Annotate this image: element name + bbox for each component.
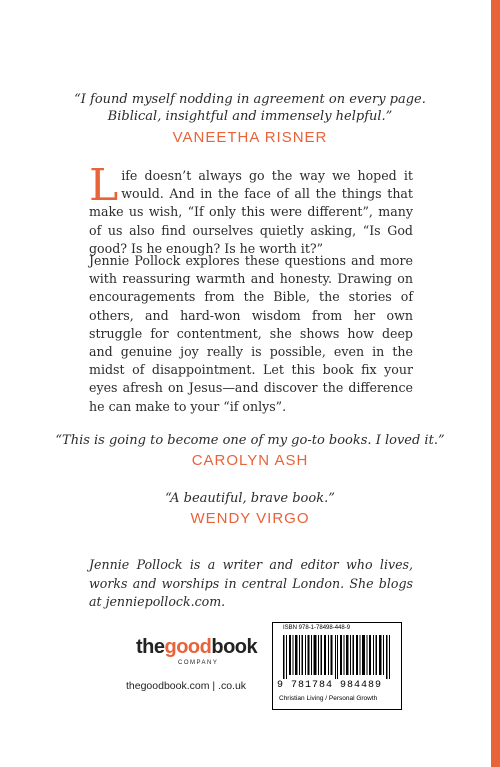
logo-part-good: good — [164, 636, 212, 658]
logo-part-book: book — [211, 636, 258, 658]
endorsement-quote-2 — [0, 432, 500, 449]
book-category: Christian Living / Personal Growth — [279, 695, 378, 702]
endorsement-quote-3 — [0, 490, 500, 507]
publisher-logo-subtitle: COMPANY — [178, 660, 219, 666]
publisher-website: thegoodbook.com | .co.uk — [126, 680, 247, 692]
endorsement-author-2: CAROLYN ASH — [191, 452, 309, 469]
endorsement-quote-1 — [0, 91, 500, 125]
endorsement-author-1: VANEETHA RISNER — [172, 129, 328, 146]
quote-3-line-1: “A beautiful, brave book.” — [165, 491, 335, 506]
drop-cap: L — [89, 160, 119, 211]
publisher-logo — [136, 636, 257, 659]
quote-2-line-1: “This is going to become one of my go-to books. I loved it.” — [55, 433, 445, 448]
blurb-paragraph-1-text: ife doesn’t always go the way we hoped it would. And in the face of all the things that make us wish, “If only this were different”, many of us also find ourselves quietly asking, “Is God good? Is he enough? Is he worth it?” — [89, 168, 413, 256]
blurb-paragraph-1 — [89, 160, 413, 258]
barcode-bars — [283, 635, 391, 679]
endorsement-author-3: WENDY VIRGO — [190, 510, 310, 527]
quote-1-line-1: “I found myself nodding in agreement on every page. — [74, 92, 426, 107]
quote-1-line-2: Biblical, insightful and immensely helpful.” — [107, 109, 393, 124]
logo-part-the: the — [136, 636, 165, 658]
blurb-paragraph-2: Jennie Pollock explores these questions and more with reassuring warmth and honesty. Drawing on encouragements from the Bible, the stories of others, and hard-won wisdom from her own struggle for contentment, she shows how deep and genuine joy really is possible, even in the midst of disappointment. Let this book fix your eyes afresh on Jesus—and discover the difference he can make to your “if onlys”. — [89, 253, 413, 414]
author-bio: Jennie Pollock is a writer and editor who lives, works and worships in central London. She blogs at jenniepollock.com. — [89, 557, 413, 609]
isbn-barcode — [272, 622, 402, 710]
barcode-digits: 9 781784 984489 — [277, 680, 383, 691]
isbn-label: ISBN 978-1-78498-448-9 — [283, 625, 351, 631]
